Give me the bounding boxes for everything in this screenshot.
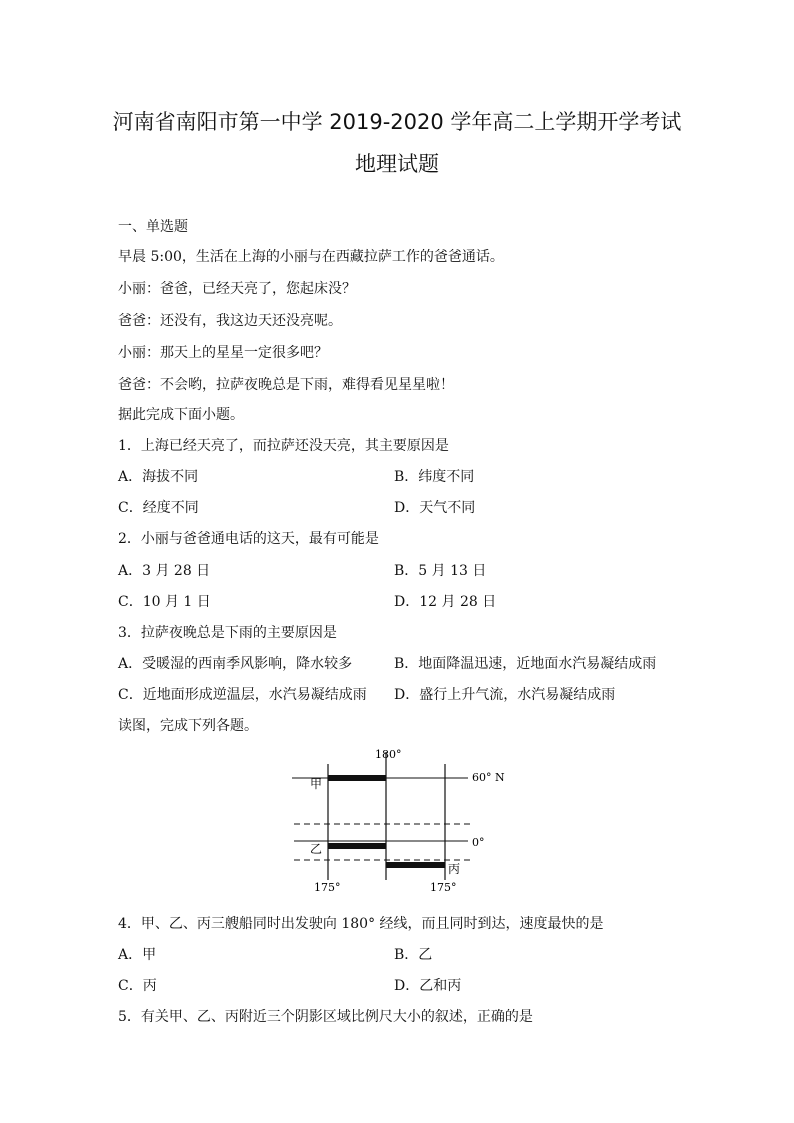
exam-subtitle: 地理试题 bbox=[355, 152, 439, 176]
question-3-option-c: C．近地面形成逆温层，水汽易凝结成雨 bbox=[118, 687, 367, 703]
label-60n: 60° N bbox=[472, 771, 505, 784]
passage-line: 早晨 5:00，生活在上海的小丽与在西藏拉萨工作的爸爸通话。 bbox=[118, 249, 504, 265]
question-4-option-d: D．乙和丙 bbox=[394, 978, 462, 994]
exam-title: 河南省南阳市第一中学 2019-2020 学年高二上学期开学考试 bbox=[112, 110, 682, 134]
longitude-latitude-figure bbox=[280, 742, 520, 897]
section-heading: 一、单选题 bbox=[118, 219, 188, 235]
label-175-right: 175° bbox=[430, 881, 457, 894]
label-yi: 乙 bbox=[310, 842, 323, 856]
question-2-stem: 2．小丽与爸爸通电话的这天，最有可能是 bbox=[118, 531, 379, 547]
question-2-option-c: C．10 月 1 日 bbox=[118, 594, 211, 610]
ship-bing-route bbox=[386, 862, 445, 868]
question-1-stem: 1．上海已经天亮了，而拉萨还没天亮，其主要原因是 bbox=[118, 438, 449, 454]
label-175-left: 175° bbox=[314, 881, 341, 894]
question-3-option-d: D．盛行上升气流，水汽易凝结成雨 bbox=[394, 687, 616, 703]
question-4-option-a: A．甲 bbox=[118, 947, 157, 963]
ship-jia-route bbox=[328, 775, 386, 781]
passage-line: 爸爸：还没有，我这边天还没亮呢。 bbox=[118, 313, 342, 329]
passage-line: 爸爸：不会哟，拉萨夜晚总是下雨，难得看见星星啦！ bbox=[118, 377, 454, 393]
question-1-option-c: C．经度不同 bbox=[118, 500, 199, 516]
passage-line: 小丽：那天上的星星一定很多吧？ bbox=[118, 345, 328, 361]
label-bing: 丙 bbox=[448, 862, 461, 876]
question-1-option-a: A．海拔不同 bbox=[118, 469, 199, 485]
question-1-option-b: B．纬度不同 bbox=[394, 469, 475, 485]
question-2-option-a: A．3 月 28 日 bbox=[118, 563, 211, 579]
question-4-stem: 4．甲、乙、丙三艘船同时出发驶向 180° 经线，而且同时到达，速度最快的是 bbox=[118, 916, 604, 932]
ship-yi-route bbox=[328, 843, 386, 849]
passage-line: 据此完成下面小题。 bbox=[118, 407, 244, 423]
question-4-option-c: C．丙 bbox=[118, 978, 157, 994]
passage-line: 小丽：爸爸，已经天亮了，您起床没？ bbox=[118, 281, 356, 297]
question-5-stem: 5．有关甲、乙、丙附近三个阴影区域比例尺大小的叙述，正确的是 bbox=[118, 1009, 533, 1025]
label-180: 180° bbox=[375, 748, 402, 761]
question-4-option-b: B．乙 bbox=[394, 947, 433, 963]
label-equator: 0° bbox=[472, 836, 485, 849]
question-3-stem: 3．拉萨夜晚总是下雨的主要原因是 bbox=[118, 625, 337, 641]
question-1-option-d: D．天气不同 bbox=[394, 500, 476, 516]
question-2-option-d: D．12 月 28 日 bbox=[394, 594, 497, 610]
question-3-option-b: B．地面降温迅速，近地面水汽易凝结成雨 bbox=[394, 656, 657, 672]
question-3-option-a: A．受暖湿的西南季风影响，降水较多 bbox=[118, 656, 353, 672]
label-jia: 甲 bbox=[310, 777, 323, 791]
figure-intro: 读图，完成下列各题。 bbox=[118, 718, 258, 734]
question-2-option-b: B．5 月 13 日 bbox=[394, 563, 487, 579]
